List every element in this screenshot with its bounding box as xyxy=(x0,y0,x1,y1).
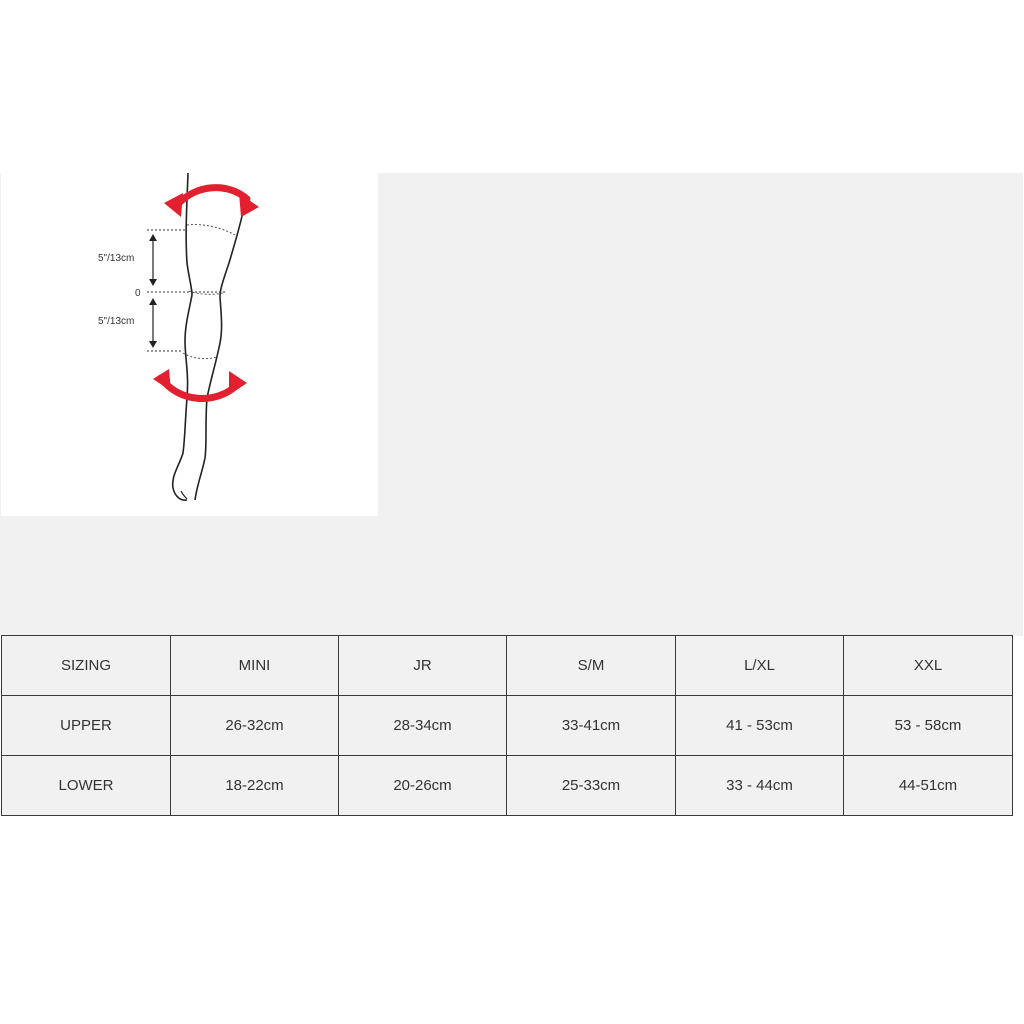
knee-circumference-line xyxy=(189,291,223,294)
lower-circumference-line xyxy=(183,353,217,359)
upper-rotation-arrow-icon xyxy=(164,188,259,217)
table-row-label: LOWER xyxy=(2,756,171,816)
table-row xyxy=(2,696,1013,756)
leg-outline-front xyxy=(173,173,192,500)
leg-illustration xyxy=(1,173,378,516)
table-cell: 53 - 58cm xyxy=(844,696,1013,756)
table-header-cell: L/XL xyxy=(676,636,844,696)
table-row-label: UPPER xyxy=(2,696,171,756)
leg-outline-back xyxy=(195,203,245,500)
table-cell: 18-22cm xyxy=(171,756,339,816)
upper-distance-label: 5"/13cm xyxy=(98,253,135,264)
table-cell: 28-34cm xyxy=(339,696,507,756)
toe-outline xyxy=(181,491,187,499)
table-header-cell: SIZING xyxy=(2,636,171,696)
table-header-cell: MINI xyxy=(171,636,339,696)
table-cell: 20-26cm xyxy=(339,756,507,816)
table-cell: 25-33cm xyxy=(507,756,676,816)
table-cell: 33-41cm xyxy=(507,696,676,756)
lower-distance-label: 5"/13cm xyxy=(98,316,135,327)
lower-rotation-arrow-icon xyxy=(153,369,247,399)
table-header-row xyxy=(2,636,1013,696)
table-header-cell: JR xyxy=(339,636,507,696)
zero-label: 0 xyxy=(135,288,141,299)
upper-circumference-line xyxy=(187,224,235,235)
table-cell: 41 - 53cm xyxy=(676,696,844,756)
table-header-cell: S/M xyxy=(507,636,676,696)
upper-measure-arrow xyxy=(149,234,157,286)
table-cell: 26-32cm xyxy=(171,696,339,756)
size-table xyxy=(1,635,1013,816)
table-row xyxy=(2,756,1013,816)
table-cell: 44-51cm xyxy=(844,756,1013,816)
table-cell: 33 - 44cm xyxy=(676,756,844,816)
table-header-cell: XXL xyxy=(844,636,1013,696)
leg-measurement-diagram xyxy=(1,173,378,516)
lower-measure-arrow xyxy=(149,298,157,348)
